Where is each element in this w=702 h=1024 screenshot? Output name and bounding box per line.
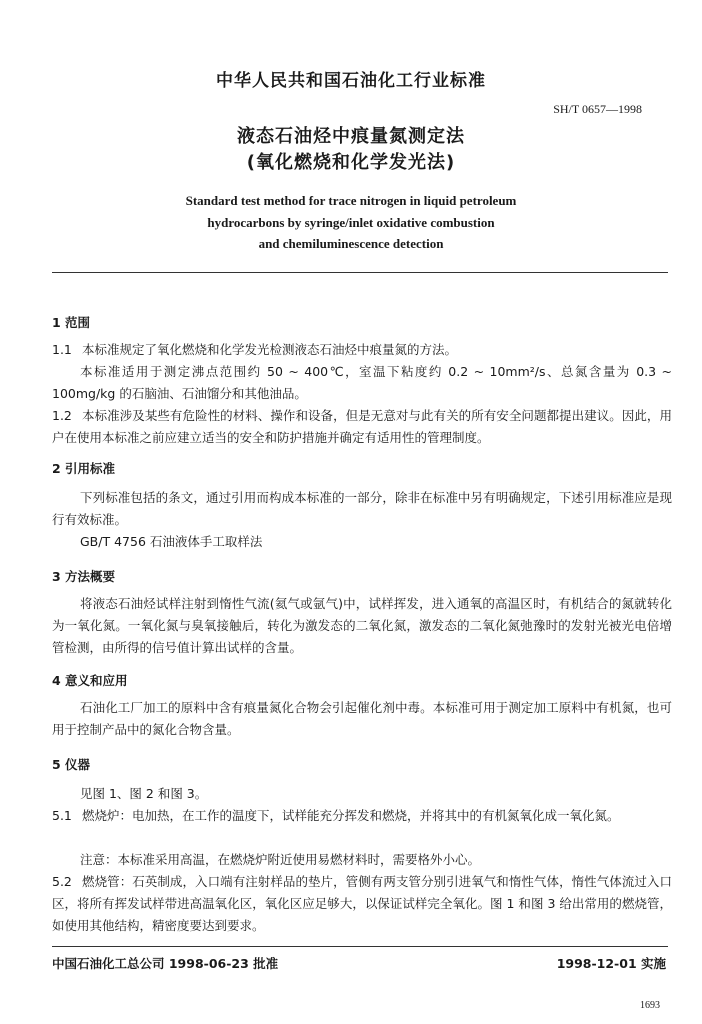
title-en-line1: Standard test method for trace nitrogen in liquid petroleum: [185, 193, 517, 208]
section-1-heading: 1 范围: [52, 315, 91, 330]
section-3-para: 将液态石油烃试样注射到惰性气流(氦气或氩气)中，试样挥发，进入通氧的高温区时，有机结合的氮就转化为一氧化氮。一氧化氮与臭氧接触后，转化为激发态的二氧化氮，激发态的二氧化氮弛豫时的发射光被光电倍增管检测，由所得的信号值计算出试样的含量。: [52, 596, 672, 655]
section-5-heading: 5 仪器: [52, 757, 91, 772]
section-4-para: 石油化工厂加工的原料中含有痕量氮化合物会引起催化剂中毒。本标准可用于测定加工原料中有机氮，也可用于控制产品中的氮化合物含量。: [52, 700, 672, 737]
clause-text: 本标准规定了氧化燃烧和化学发光检测液态石油烃中痕量氮的方法。: [82, 342, 458, 357]
clause-text: 燃烧管：石英制成，入口端有注射样品的垫片，管侧有两支管分别引进氧气和惰性气体，惰性气体流过入口区，将所有挥发试样带进高温氧化区，氧化区应足够大，以保证试样完全氧化。图 1 和图 3 给出常用的燃烧管，如使用其他结构，精密度要达到要求。: [52, 874, 672, 933]
section-5-intro: 见图 1、图 2 和图 3。: [80, 786, 208, 801]
header-rule: [52, 272, 668, 273]
implementation-date: 1998-12-01 实施: [556, 956, 666, 971]
title-cn-line2: (氧化燃烧和化学发光法): [246, 152, 456, 173]
clause-number: 1.2: [52, 408, 72, 423]
section-1-2: [52, 405, 672, 449]
clause-text: 燃烧炉：电加热，在工作的温度下，试样能充分挥发和燃烧，并将其中的有机氮氧化成一氧化氮。: [82, 808, 620, 823]
section-2-reference: GB/T 4756 石油液体手工取样法: [80, 534, 263, 549]
title-en-line3: and chemiluminescence detection: [258, 236, 444, 251]
title-cn-line1: 液态石油烃中痕量氮测定法: [237, 126, 465, 147]
approval-info: 中国石油化工总公司 1998-06-23 批准: [52, 956, 279, 971]
section-5-note: 注意：本标准采用高温，在燃烧炉附近使用易燃材料时，需要格外小心。: [80, 852, 481, 867]
standard-code: SH/T 0657—1998: [553, 102, 642, 116]
section-1-scope-detail: 本标准适用于测定沸点范围约 50 ~ 400℃，室温下粘度约 0.2 ~ 10mm²/s、总氮含量为 0.3 ~ 100mg/kg 的石脑油、石油馏分和其他油品。: [52, 364, 672, 401]
issuing-body-title: 中华人民共和国石油化工行业标准: [216, 71, 486, 91]
section-2-heading: 2 引用标准: [52, 461, 116, 476]
title-en-line2: hydrocarbons by syringe/inlet oxidative combustion: [207, 215, 495, 230]
section-5-2: [52, 871, 672, 937]
clause-number: 1.1: [52, 342, 72, 357]
clause-number: 5.2: [52, 874, 72, 889]
section-4-heading: 4 意义和应用: [52, 673, 128, 688]
section-2-para: 下列标准包括的条文，通过引用而构成本标准的一部分，除非在标准中另有明确规定，下述引用标准应是现行有效标准。: [52, 490, 672, 527]
footer-rule: [52, 946, 668, 947]
page-number: 1693: [640, 1000, 660, 1011]
section-5-1: [52, 805, 672, 827]
section-3-heading: 3 方法概要: [52, 569, 116, 584]
clause-number: 5.1: [52, 808, 72, 823]
clause-text: 本标准涉及某些有危险性的材料、操作和设备，但是无意对与此有关的所有安全问题都提出建议。因此，用户在使用本标准之前应建立适当的安全和防护措施并确定有适用性的管理制度。: [52, 408, 672, 445]
section-1-1: [52, 339, 672, 361]
